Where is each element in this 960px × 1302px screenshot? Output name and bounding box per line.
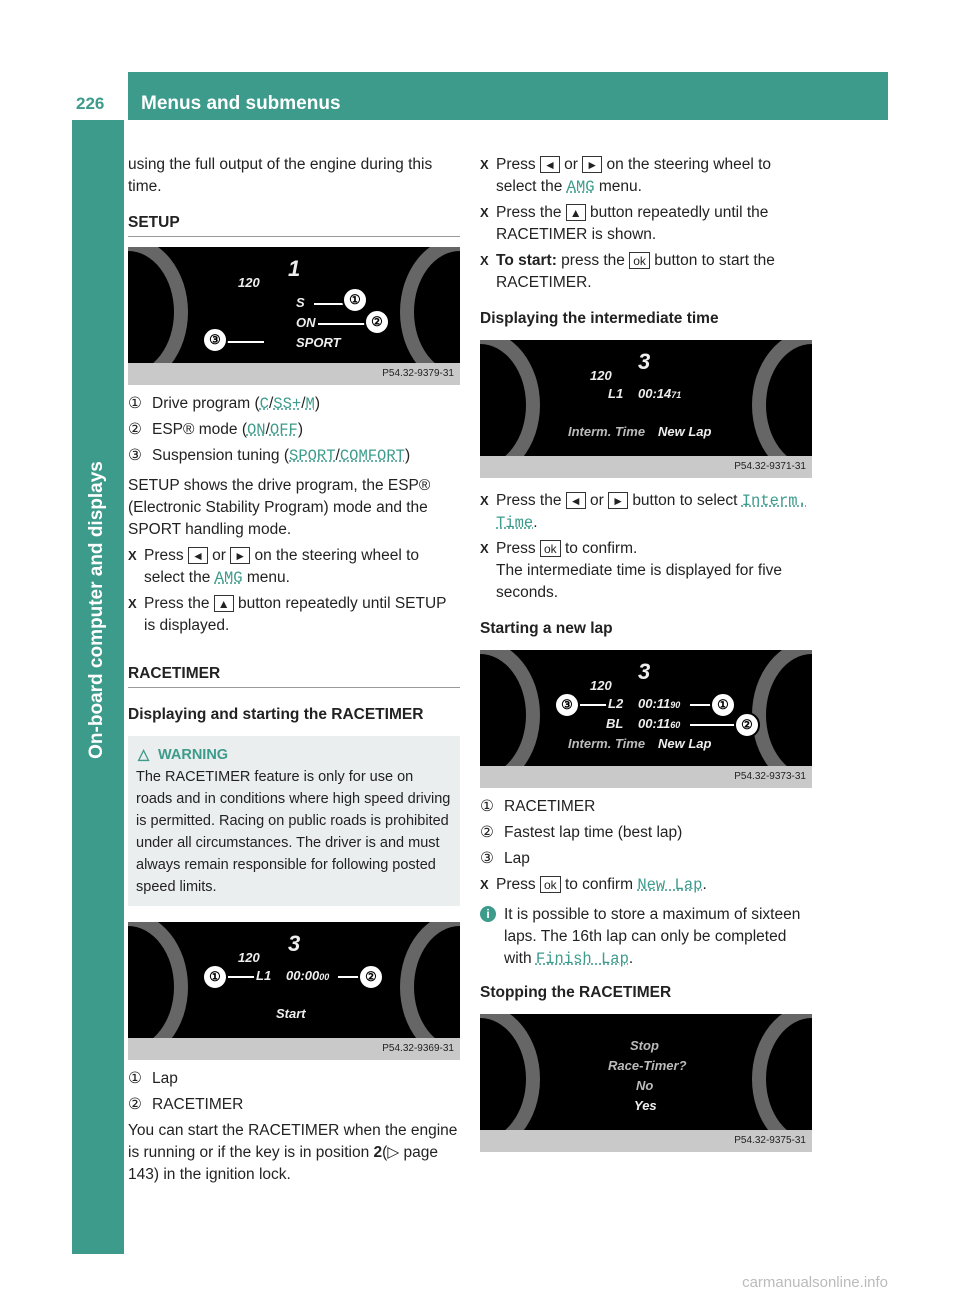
info-note: i It is possible to store a maximum of sixteen laps. The 16th lap can only be completed with Finish Lap. [480,904,812,970]
yes-option: Yes [634,1098,657,1113]
interm-time-option: Interm. Time [568,736,646,751]
interm-time-option: Interm. Time [568,424,646,439]
racetimer-step-2: X Press the ▲ button repeatedly until the RACETIMER is shown. [480,204,769,243]
warning-title: △ WARNING [136,744,452,766]
intro-text: using the full output of the engine during this time. [128,156,433,195]
new-lap-item-2: ② Fastest lap time (best lap) [480,824,683,841]
esp-mode-value: ON [296,315,316,330]
racetimer-heading: RACETIMER [128,663,460,688]
footer: carmanualsonline.info [742,1274,888,1291]
callout-2: ② [734,712,760,738]
lap-label: L1 [256,968,272,983]
display-start-heading: Displaying and starting the RACETIMER [128,706,424,723]
lap-time: 00:0000 [286,968,330,983]
page-title: Menus and submenus [141,93,341,114]
intermediate-step-2: X Press ok to confirm. The intermediate time is displayed for five seconds. [480,540,783,601]
callout-1: ① [710,692,736,718]
figure-caption: P54.32-9371-31 [480,456,812,478]
setup-step-1: X Press ◄ or ► on the steering wheel to select the AMG menu. [128,547,420,587]
setup-item-2: ② ESP® mode (ON/OFF) [128,421,303,439]
racetimer-step-3: X To start: press the ok button to start the RACETIMER. [480,252,775,291]
race-timer-question: Race-Timer? [608,1058,687,1073]
callout-1: ① [342,287,368,313]
lap-label: L1 [608,386,624,401]
speed-readout: 120 [238,950,260,965]
new-lap-step-1: X Press ok to confirm New Lap. [480,876,707,894]
start-option: Start [276,1006,306,1021]
gear-readout: 3 [638,349,651,374]
callout-2: ② [364,309,390,335]
speed-readout: 120 [590,368,612,383]
callout-3: ③ [554,692,580,718]
setup-item-3: ③ Suspension tuning (SPORT/COMFORT) [128,447,411,465]
new-lap-heading: Starting a new lap [480,620,613,637]
start-item-1: ① Lap [128,1070,178,1087]
page-number: 226 [72,72,124,120]
setup-heading: SETUP [128,212,460,237]
info-icon: i [480,906,496,922]
figure-caption: P54.32-9369-31 [128,1038,460,1060]
lap-time: 00:1471 [638,386,682,401]
intermediate-heading: Displaying the intermediate time [480,310,719,327]
warning-box [128,736,460,906]
start-item-2: ② RACETIMER [128,1096,244,1113]
speed-readout: 120 [238,275,260,290]
new-lap-item-1: ① RACETIMER [480,798,596,815]
no-option: No [636,1078,654,1093]
figure-caption: P54.32-9373-31 [480,766,812,788]
racetimer-step-1: X Press ◄ or ► on the steering wheel to select the AMG menu. [480,156,772,196]
gear-readout: 1 [288,256,301,281]
stop-display-figure [480,1014,812,1152]
figure-caption: P54.32-9379-31 [128,363,460,385]
setup-description: SETUP shows the drive program, the ESP® (Electronic Stability Program) mode and the SPORT handling mode. [128,477,431,538]
setup-item-1: ① Drive program (C/SS+/M) [128,395,320,413]
drive-program-value: S [296,295,305,310]
lap-time: 00:1190 [638,696,681,711]
stop-label: Stop [630,1038,659,1053]
lap-label: L2 [608,696,624,711]
header-divider [124,72,128,120]
suspension-value: SPORT [296,335,341,350]
intermediate-step-1: X Press the ◄ or ► button to select Interm. Time. [480,492,807,532]
new-lap-option: New Lap [658,424,712,439]
figure-caption: P54.32-9375-31 [480,1130,812,1152]
left-column [128,154,460,1186]
setup-display-figure [128,247,460,385]
stop-heading: Stopping the RACETIMER [480,984,672,1001]
gear-readout: 3 [638,659,651,684]
setup-step-2: X Press the ▲ button repeatedly until SETUP is displayed. [128,595,447,634]
right-column [480,154,812,1152]
start-display-figure [128,922,460,1060]
best-lap-time: 00:1160 [638,716,681,731]
callout-3: ③ [202,327,228,353]
callout-2: ② [358,964,384,990]
warning-triangle-icon: △ [138,747,150,763]
side-tab-label: On-board computer and displays [86,461,107,759]
callout-1: ① [202,964,228,990]
intermediate-display-figure [480,340,812,478]
new-lap-display-figure [480,650,812,788]
new-lap-option: New Lap [658,736,712,751]
start-description: You can start the RACETIMER when the engine is running or if the key is in position 2(▷ page 143) in the ignition lock. [128,1122,458,1183]
speed-readout: 120 [590,678,612,693]
gear-readout: 3 [288,931,301,956]
best-lap-label: BL [606,716,624,731]
warning-text: The RACETIMER feature is only for use on roads and in conditions where high speed driving is permitted. Racing on public roads is prohibited under all circumstances. The driver is and must always remain responsible for following posted speed limits. [136,769,451,895]
new-lap-item-3: ③ Lap [480,850,530,867]
